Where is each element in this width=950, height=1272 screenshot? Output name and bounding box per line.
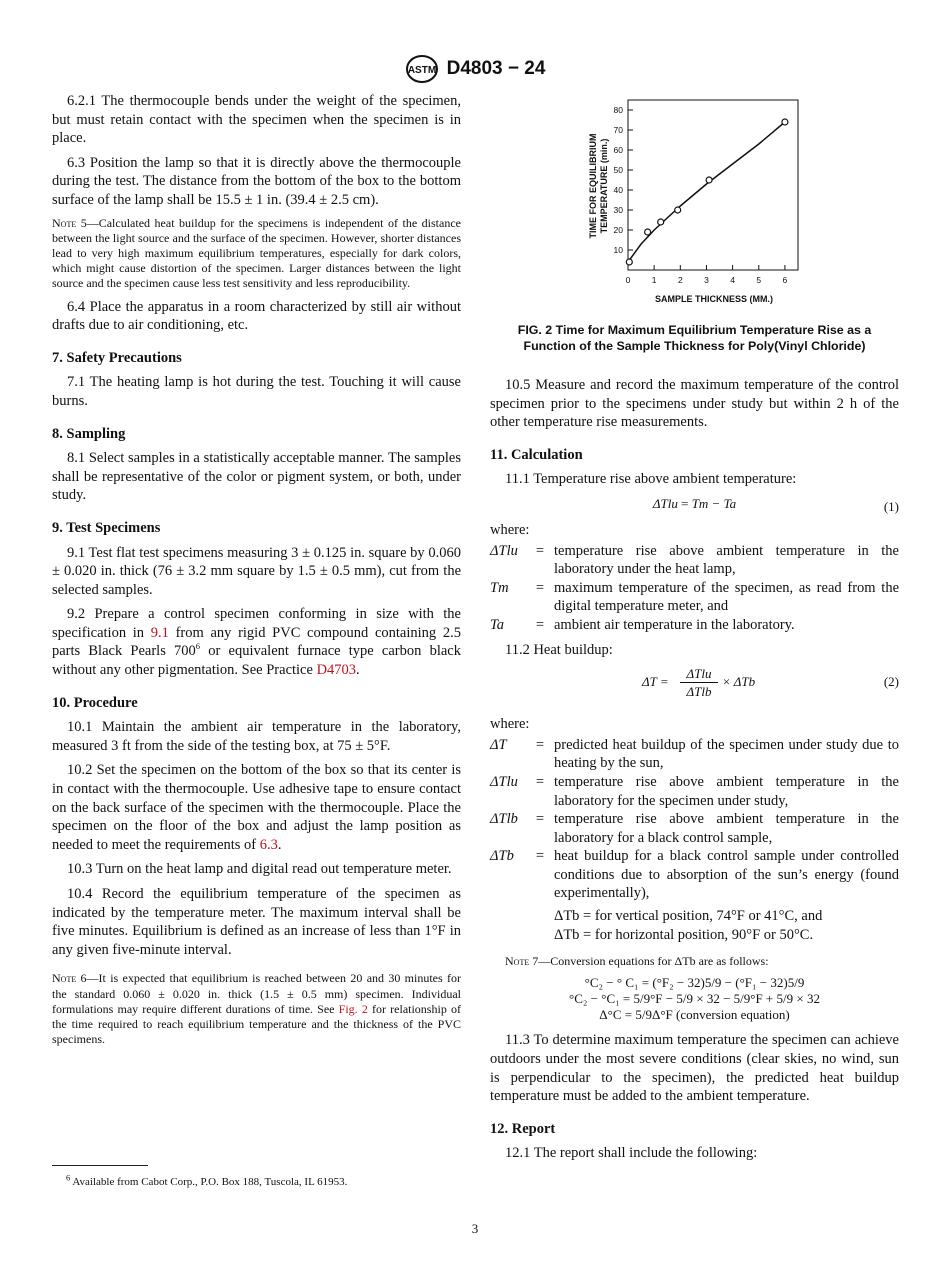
text: or equivalent furnace type carbon black without any other pigmentation. See Practice xyxy=(52,643,461,679)
y-axis-ticks xyxy=(614,105,633,255)
definitions-eq2 xyxy=(490,736,899,903)
definition-row xyxy=(490,810,899,847)
x-tick-label: 6 xyxy=(782,275,788,285)
definition-row xyxy=(490,847,899,903)
page-header xyxy=(0,54,950,84)
equation-1 xyxy=(490,495,899,517)
para-11-1: 11.1 Temperature rise above ambient temperature: xyxy=(505,471,797,488)
note-7 xyxy=(505,954,899,969)
data-point xyxy=(782,119,788,125)
x-tick-label: 4 xyxy=(730,275,735,285)
x-axis-ticks xyxy=(626,265,788,285)
y-tick-label: 10 xyxy=(613,245,623,255)
text: . xyxy=(356,662,360,679)
para-7-1: 7.1 The heating lamp is hot during the test. Touching it will cause burns. xyxy=(52,374,461,409)
x-tick-label: 1 xyxy=(651,275,657,285)
definition-row xyxy=(490,736,899,773)
para-11-3: 11.3 To determine maximum temperature the specimen can achieve outdoors under the most severe conditions (clear skies, no wind, sun is perpendicular to the specimen), the predicted heat buildup temperature must be added to the ambient temperature. xyxy=(490,1032,899,1105)
footnote-ref[interactable]: 6 xyxy=(195,641,201,652)
x-tick-label: 5 xyxy=(756,275,762,285)
note-5 xyxy=(52,216,461,292)
definition-equals: = xyxy=(535,542,545,559)
note-text: for relationship of the time required to reach equilibrium temperature and the thickness of the PVC specimens. xyxy=(52,1001,461,1047)
definition-symbol: Tm xyxy=(490,579,509,596)
definition-text: maximum temperature of the specimen, as read from the digital temperature meter, and xyxy=(554,579,899,615)
footnote-6 xyxy=(66,1172,348,1188)
section-heading-11: 11. Calculation xyxy=(490,446,583,463)
para-12-1: 12.1 The report shall include the following: xyxy=(505,1145,758,1162)
x-axis-title: SAMPLE THICKNESS (MM.) xyxy=(655,294,773,304)
para-6-2-1: 6.2.1 The thermocouple bends under the weight of the specimen, but must retain contact with the specimen when the specimen is in place. xyxy=(52,93,461,147)
left-column xyxy=(52,92,461,1053)
delta-tb-vertical: ΔTb = for vertical position, 74°F or 41°C, and xyxy=(554,908,823,925)
text: from any rigid PVC compound containing 2.5 parts Black Pearls 700 xyxy=(52,624,461,660)
note-text: 7—Conversion equations for ΔTb are as follows: xyxy=(529,954,769,969)
y-axis-title-line-1: TIME FOR EQUILIBRIUM xyxy=(588,133,598,239)
conversion-line-3: Δ°C = 5/9Δ°F (conversion equation) xyxy=(599,1007,790,1023)
definition-equals: = xyxy=(535,811,545,828)
definitions-eq1 xyxy=(490,542,899,635)
para-9-2 xyxy=(52,605,461,679)
definition-equals: = xyxy=(535,579,545,596)
x-tick-label: 3 xyxy=(704,275,709,285)
definition-row xyxy=(490,616,899,635)
section-heading-10: 10. Procedure xyxy=(52,694,138,711)
astm-logo-icon xyxy=(405,54,439,84)
definition-text: ambient air temperature in the laboratory. xyxy=(554,616,795,633)
note-text: 5—Calculated heat buildup for the specimens is independent of the distance between the light source and the surface of the specimen. However, shorter distances lead to very high maximum equilibrium temperatures, especially for dark colors, which might cause distortion of the specimen. Larger distances between the light source and the specimen cause less test sensitivity and less reproducibility. xyxy=(52,215,461,291)
para-6-3: 6.3 Position the lamp so that it is directly above the thermocouple during the test. The distance from the bottom of the box to the bottom surface of the lamp shall be 15.5 ± 1 in. (39.4 ± 2.5 cm). xyxy=(52,154,461,208)
note-label: Note xyxy=(52,215,77,230)
conversion-equations xyxy=(490,975,899,1023)
conversion-line-2: °C₂ − °C₁ = 5/9°F − 5/9 × 32 − 5/9°F + 5/9 × 32 xyxy=(569,991,820,1007)
definition-equals: = xyxy=(535,848,545,865)
note-text: 6—It is expected that equilibrium is reached between 20 and 30 minutes for the standard 0.060 ± 0.020 in. thick (1.5 ± 0.5 mm) specimen. Individual formulations may require different durations of time. See xyxy=(52,971,461,1016)
eq1-equals: = xyxy=(677,495,692,511)
text: 9.2 Prepare a control specimen conforming in size with the specification in xyxy=(52,606,461,641)
delta-tb-horizontal: ΔTb = for horizontal position, 90°F or 50°C. xyxy=(554,926,814,943)
para-10-4: 10.4 Record the equilibrium temperature of the specimen as indicated by the temperature meter. The maximum interval shall be five minutes. Equilibrium is defined as an increase of less than 1°F in any given five-minute interval. xyxy=(52,886,461,958)
eq2-lhs: ΔT = xyxy=(642,674,669,690)
link-9-1[interactable]: 9.1 xyxy=(150,624,169,641)
data-point xyxy=(626,259,632,265)
link-fig-2[interactable]: Fig. 2 xyxy=(338,1001,368,1016)
section-heading-12: 12. Report xyxy=(490,1120,556,1137)
definition-symbol: ΔT xyxy=(490,736,507,753)
y-axis-title xyxy=(588,134,609,239)
eq2-rhs: × ΔTb xyxy=(722,674,756,690)
y-tick-label: 20 xyxy=(613,225,623,235)
eq2-number: (2) xyxy=(883,674,899,690)
eq2-fraction xyxy=(680,665,718,700)
y-tick-label: 50 xyxy=(613,165,623,175)
equation-2 xyxy=(490,665,899,711)
eq2-denominator: ΔTlb xyxy=(686,684,712,700)
para-11-2: 11.2 Heat buildup: xyxy=(505,641,613,658)
y-tick-label: 80 xyxy=(613,105,623,115)
y-axis-title-line-2: TEMPERATURE (min.) xyxy=(599,138,609,234)
eq2-numerator: ΔTlu xyxy=(680,665,718,683)
data-point xyxy=(675,207,681,213)
text: . xyxy=(277,836,282,853)
definition-text: predicted heat buildup of the specimen under study due to heating by the sun, xyxy=(554,736,899,772)
data-points xyxy=(626,119,788,265)
para-8-1: 8.1 Select samples in a statistically acceptable manner. The samples shall be representative of the color or pigment system, or both, under study. xyxy=(52,450,461,504)
page-number: 3 xyxy=(471,1221,479,1236)
definition-text: temperature rise above ambient temperature in the laboratory under the heat lamp, xyxy=(554,542,899,578)
data-point xyxy=(658,219,664,225)
data-point xyxy=(645,229,651,235)
para-10-5: 10.5 Measure and record the maximum temperature of the control specimen prior to the specimens under study but within 2 h of the other temperature rise measurements. xyxy=(490,377,899,431)
svg-text:ASTM: ASTM xyxy=(407,65,436,76)
section-heading-8: 8. Sampling xyxy=(52,425,126,442)
para-9-1: 9.1 Test flat test specimens measuring 3 ± 0.125 in. square by 0.060 ± 0.020 in. thick (76 ± 3.2 mm square by 1.5 ± 0.5 mm), cut from the selected samples. xyxy=(52,544,461,598)
para-10-3: 10.3 Turn on the heat lamp and digital read out temperature meter. xyxy=(67,861,452,878)
y-tick-label: 70 xyxy=(613,125,623,135)
para-6-4: 6.4 Place the apparatus in a room characterized by still air without drafts due to air conditioning, etc. xyxy=(52,298,461,334)
definition-text: heat buildup for a black control sample under controlled conditions due to absorption of the sun’s energy (found experimentally), xyxy=(554,848,899,902)
definition-symbol: Ta xyxy=(490,616,504,633)
y-tick-label: 30 xyxy=(613,205,623,215)
note-6 xyxy=(52,971,461,1047)
eq1-rhs: Tm − Ta xyxy=(691,495,737,511)
fit-curve xyxy=(628,122,785,262)
definition-equals: = xyxy=(535,773,545,790)
conversion-line-1: °C₂ − ° C₁ = (°F₂ − 32)5/9 − (°F₁ − 32)5/9 xyxy=(584,975,805,991)
note-label: Note xyxy=(52,971,77,986)
figure-2 xyxy=(490,96,899,354)
x-tick-label: 0 xyxy=(625,275,631,285)
definition-symbol: ΔTlu xyxy=(490,542,518,559)
figure-caption: FIG. 2 Time for Maximum Equilibrium Temperature Rise as a Function of the Sample Thickness for Poly(Vinyl Chloride) xyxy=(517,323,872,353)
definition-symbol: ΔTb xyxy=(490,848,514,865)
definition-equals: = xyxy=(535,616,545,633)
eq1-lhs: ΔTlu xyxy=(652,495,678,511)
right-column xyxy=(490,376,899,1169)
data-point xyxy=(706,177,712,183)
y-tick-label: 40 xyxy=(613,185,623,195)
definition-symbol: ΔTlu xyxy=(490,773,518,790)
definition-row xyxy=(490,579,899,616)
section-heading-7: 7. Safety Precautions xyxy=(52,349,182,366)
para-10-2 xyxy=(52,761,461,854)
figure-2-chart xyxy=(490,96,899,314)
footnote-rule xyxy=(52,1165,148,1166)
x-tick-label: 2 xyxy=(677,275,683,285)
definition-equals: = xyxy=(535,736,545,753)
where-label: where: xyxy=(490,521,530,538)
note-label: Note xyxy=(505,954,530,969)
definition-text: temperature rise above ambient temperature in the laboratory for the specimen under study, xyxy=(554,773,899,809)
text: 10.2 Set the specimen on the bottom of the box so that its center is in contact with the thermocouple. Use adhesive tape to ensure contact on the back surface of the specimen with the thermocouple. Place the specimen on the floor of the box and adjust the lamp position as needed to meet the requirements of xyxy=(52,762,461,853)
eq1-number: (1) xyxy=(883,498,899,514)
footnote-text: Available from Cabot Corp., P.O. Box 188, Tuscola, IL 61953. xyxy=(70,1176,348,1188)
y-tick-label: 60 xyxy=(613,145,623,155)
footnote-number: 6 xyxy=(66,1172,71,1183)
where-label: where: xyxy=(490,716,530,733)
section-heading-9: 9. Test Specimens xyxy=(52,519,161,536)
definition-row xyxy=(490,773,899,810)
plot-frame xyxy=(628,100,798,270)
link-6-3[interactable]: 6.3 xyxy=(259,836,278,853)
definition-text: temperature rise above ambient temperature in the laboratory for a black control sample, xyxy=(554,811,899,846)
designation: D4803 − 24 xyxy=(446,58,546,79)
link-d4703[interactable]: D4703 xyxy=(316,662,357,679)
para-10-1: 10.1 Maintain the ambient air temperature in the laboratory, measured 3 ft from the side of the testing box, at 75 ± 5°F. xyxy=(52,719,461,754)
definition-symbol: ΔTlb xyxy=(490,811,518,828)
definition-row xyxy=(490,542,899,579)
